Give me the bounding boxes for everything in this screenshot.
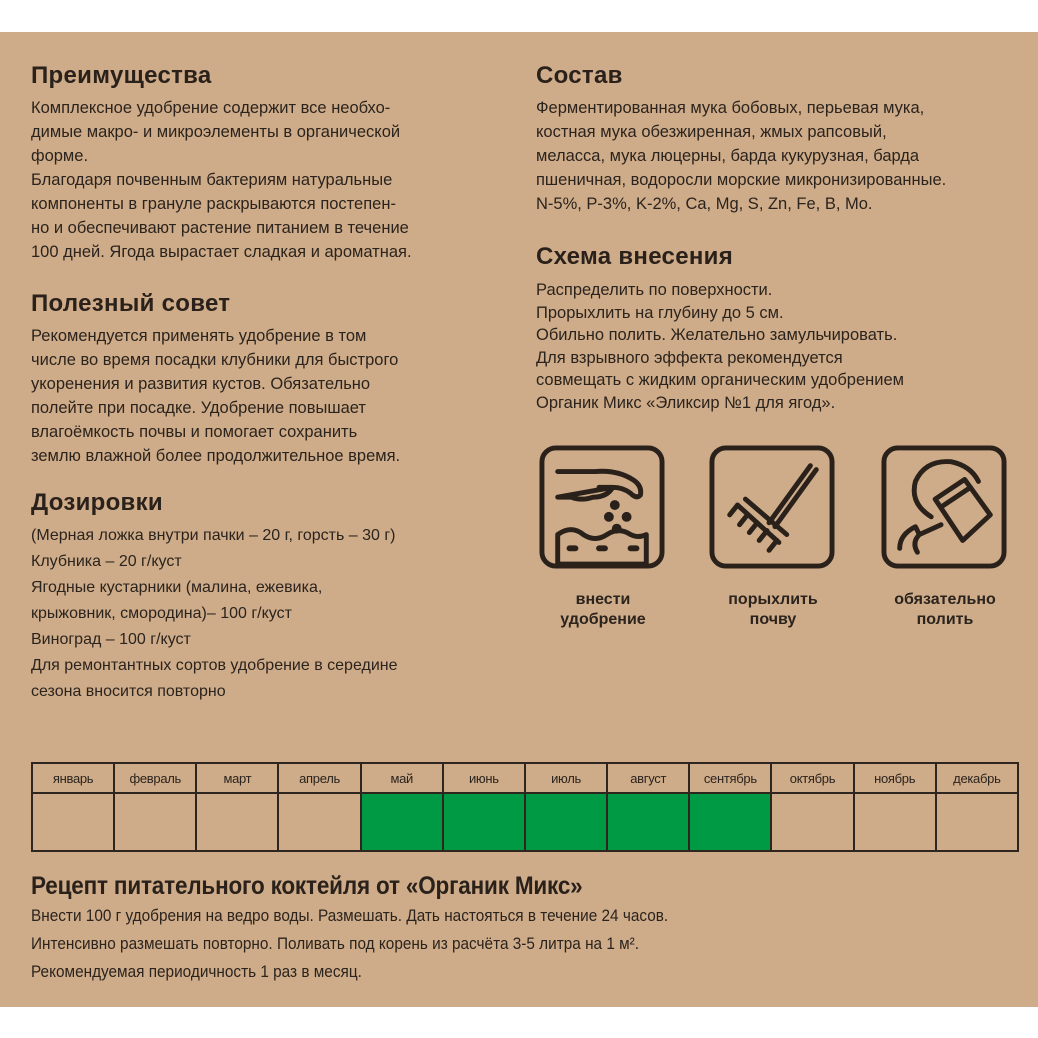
text-line: Ягодные кустарники (малина, ежевика, (31, 579, 323, 596)
hand-fertilizer-icon (538, 444, 666, 570)
month-cell-active (443, 793, 525, 851)
advantages-title: Преимущества (31, 62, 212, 89)
step-apply-fertilizer (538, 444, 668, 630)
text-line: N-5%, P-3%, K-2%, Ca, Mg, S, Zn, Fe, B, Mo. (536, 195, 873, 213)
month-cell-active (525, 793, 607, 851)
watering-can-icon (880, 444, 1008, 570)
month-cell (32, 793, 114, 851)
text-line: совмещать с жидким органическим удобрением (536, 371, 904, 389)
month-cell-active (607, 793, 689, 851)
text-line: Благодаря почвенным бактериям натуральные (31, 171, 393, 189)
text-line: Ферментированная мука бобовых, перьевая мука, (536, 99, 925, 117)
text-line: землю влажной более продолжительное время. (31, 447, 401, 465)
tip-section (31, 290, 491, 468)
dosage-section (31, 489, 501, 705)
scheme-text (536, 279, 1016, 414)
text-line: Внести 100 г удобрения на ведро воды. Размешать. Дать настояться в течение 24 часов. (31, 907, 669, 925)
composition-section (536, 62, 1016, 216)
step-loosen-soil (708, 444, 838, 630)
application-calendar (31, 762, 1019, 852)
text-line: Комплексное удобрение содержит все необхо- (31, 99, 391, 117)
month-cell (936, 793, 1018, 851)
step-water (880, 444, 1010, 630)
recipe-section (31, 872, 1021, 986)
tip-title: Полезный совет (31, 290, 231, 317)
text-line: Для ремонтантных сортов удобрение в середине (31, 657, 398, 674)
text-line: Интенсивно размешать повторно. Поливать под корень из расчёта 3-5 литра на 1 м². (31, 935, 640, 953)
text-line: крыжовник, смородина)– 100 г/куст (31, 605, 292, 622)
text-line: полейте при посадке. Удобрение повышает (31, 399, 366, 417)
rake-icon (708, 444, 836, 570)
text-line: числе во время посадки клубники для быстрого (31, 351, 399, 369)
recipe-title: Рецепт питательного коктейля от «Органик Микс» (31, 872, 583, 900)
text-line: компоненты в грануле раскрываются постепен- (31, 195, 396, 213)
month-cell (854, 793, 936, 851)
text-line: сезона вносится повторно (31, 683, 226, 700)
text-line: Клубника – 20 г/куст (31, 553, 182, 570)
text-line: Обильно полить. Желательно замульчировать. (536, 326, 898, 344)
composition-title: Состав (536, 62, 623, 89)
application-steps (538, 444, 1018, 644)
text-line: пшеничная, водоросли морские микронизированные. (536, 171, 947, 189)
text-line: но и обеспечивают растение питанием в течение (31, 219, 409, 237)
month-header: июнь (443, 763, 525, 793)
month-header: август (607, 763, 689, 793)
text-line: Рекомендуемая периодичность 1 раз в месяц. (31, 963, 362, 981)
step-label: почву (749, 611, 797, 628)
month-header: октябрь (771, 763, 853, 793)
text-line: Органик Микс «Эликсир №1 для ягод». (536, 393, 836, 412)
step-label: порыхлить (728, 591, 818, 608)
month-cell-active (689, 793, 771, 851)
month-header: июль (525, 763, 607, 793)
scheme-title: Схема внесения (536, 243, 733, 270)
month-header: апрель (278, 763, 360, 793)
text-line: Прорыхлить на глубину до 5 см. (536, 303, 784, 322)
month-header: февраль (114, 763, 196, 793)
text-line: Рекомендуется применять удобрение в том (31, 327, 367, 345)
step-label: полить (916, 611, 974, 628)
text-line: (Мерная ложка внутри пачки – 20 г, горсть – 30 г) (31, 527, 396, 544)
advantages-section (31, 62, 491, 264)
text-line: меласса, мука люцерны, барда кукурузная, барда (536, 147, 920, 165)
scheme-section (536, 243, 1016, 414)
tip-text (31, 324, 491, 468)
month-cell (278, 793, 360, 851)
dosage-title: Дозировки (31, 489, 163, 516)
text-line: димые макро- и микроэлементы в органической (31, 123, 401, 141)
composition-text (536, 96, 1016, 216)
month-cell-active (361, 793, 443, 851)
text-line: влагоёмкость почвы и помогает сохранить (31, 423, 358, 441)
text-line: 100 дней. Ягода вырастает сладкая и ароматная. (31, 243, 412, 261)
dosage-text (31, 523, 501, 705)
month-header: сентябрь (689, 763, 771, 793)
month-header: май (361, 763, 443, 793)
month-header: ноябрь (854, 763, 936, 793)
step-label: обязательно (894, 591, 996, 608)
month-cell (771, 793, 853, 851)
text-line: Для взрывного эффекта рекомендуется (536, 348, 843, 367)
text-line: Распределить по поверхности. (536, 281, 773, 299)
text-line: Виноград – 100 г/куст (31, 631, 191, 648)
month-cell (196, 793, 278, 851)
text-line: укоренения и развития кустов. Обязательно (31, 375, 371, 393)
text-line: форме. (31, 147, 89, 165)
month-cell (114, 793, 196, 851)
text-line: костная мука обезжиренная, жмых рапсовый, (536, 123, 887, 141)
step-label: удобрение (560, 611, 646, 628)
step-label: внести (575, 591, 631, 608)
month-header: март (196, 763, 278, 793)
advantages-text (31, 96, 491, 264)
month-header: декабрь (936, 763, 1018, 793)
month-header: январь (32, 763, 114, 793)
